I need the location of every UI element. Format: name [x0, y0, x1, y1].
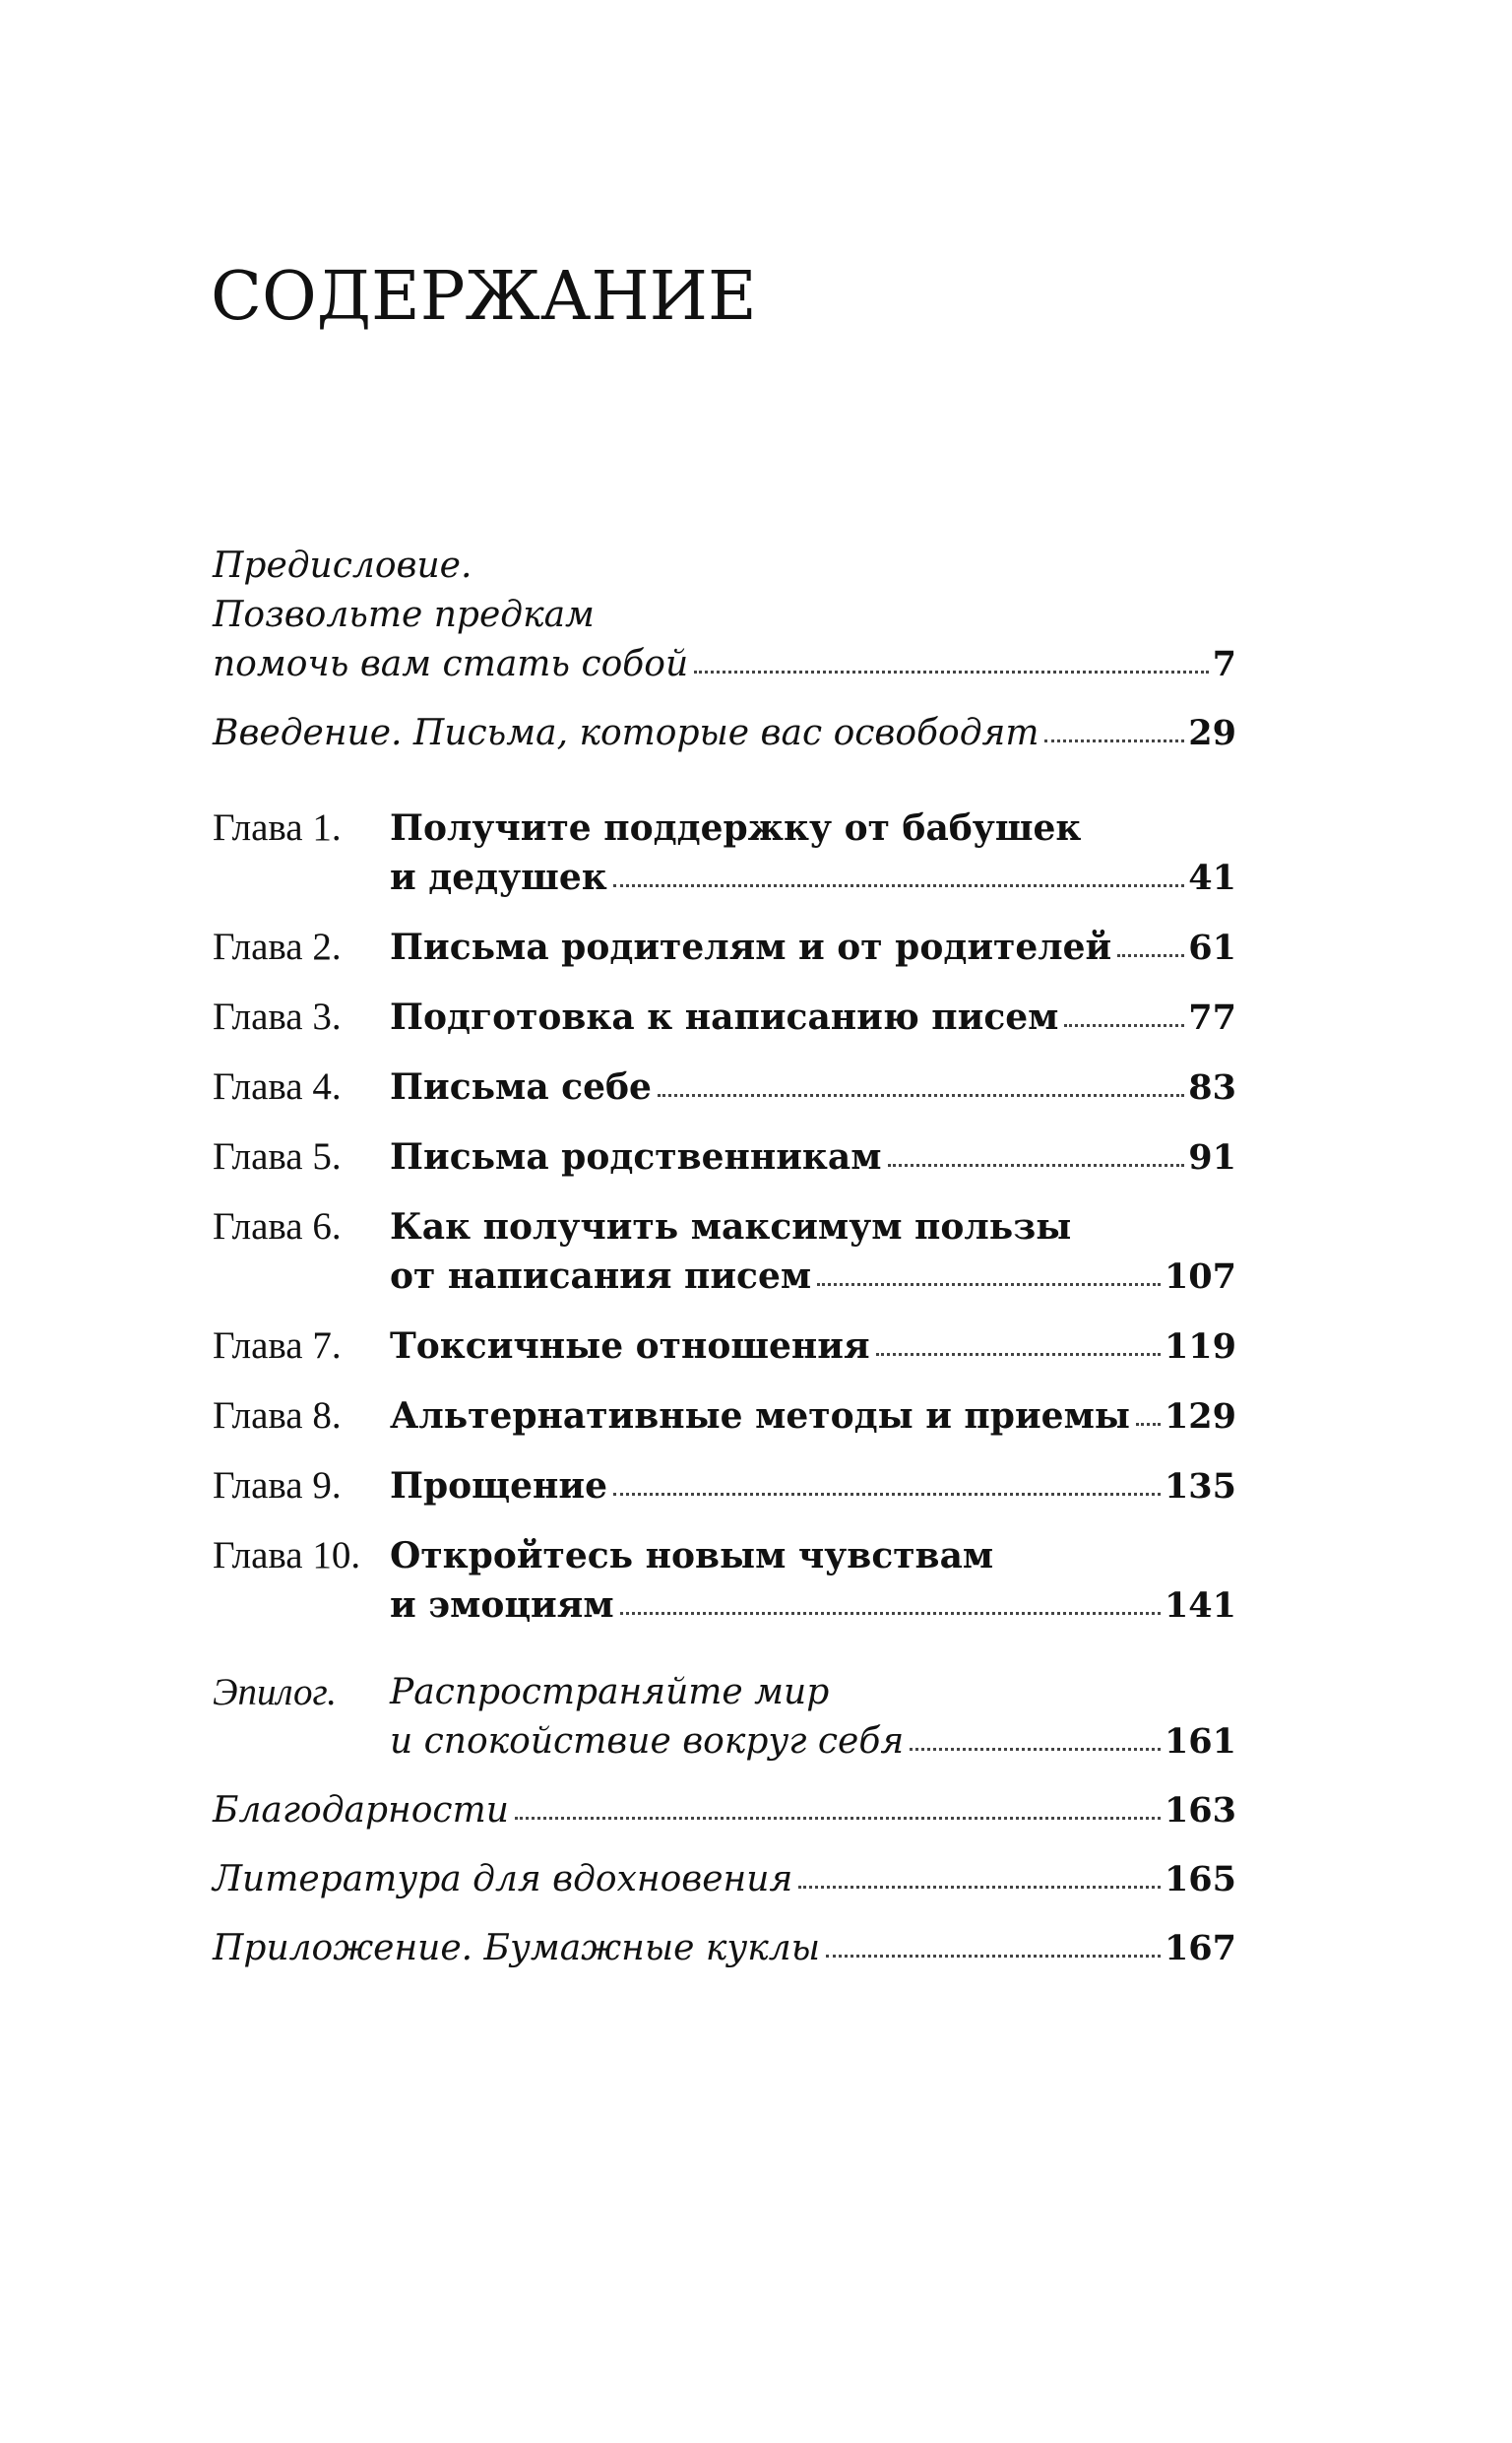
- chapter-title-line-1: Получите поддержку от бабушек: [390, 807, 1082, 849]
- page-number: 163: [1164, 1790, 1236, 1831]
- page-number: 91: [1188, 1137, 1236, 1178]
- toc-entry-chapter-2[interactable]: [213, 923, 1236, 973]
- dot-leader: [694, 671, 1209, 674]
- dot-leader: [817, 1283, 1161, 1286]
- chapter-title-line-2: и дедушек: [390, 857, 607, 898]
- back-matter-title: Благодарности: [213, 1790, 509, 1831]
- toc-entry-appendix[interactable]: [213, 1924, 1236, 1973]
- chapter-title: Прощение: [390, 1465, 607, 1507]
- dot-leader: [1064, 1024, 1184, 1027]
- intro-title: Введение. Письма, которые вас освободят: [213, 713, 1040, 753]
- dot-leader: [613, 884, 1185, 887]
- page-number: 141: [1164, 1585, 1236, 1626]
- epilogue-title-line-1: Распространяйте мир: [390, 1672, 830, 1712]
- chapter-title: Письма родителям и от родителей: [390, 927, 1112, 968]
- toc-entry-preface[interactable]: [213, 542, 1236, 689]
- dot-leader: [515, 1817, 1161, 1820]
- toc-entry-chapter-6[interactable]: [213, 1202, 1236, 1302]
- preface-line-2: Позвольте предкам: [213, 595, 595, 635]
- chapter-label: Глава 7.: [213, 1324, 342, 1367]
- page-number: 119: [1164, 1326, 1236, 1367]
- toc-entry-intro[interactable]: [213, 709, 1236, 758]
- dot-leader: [1117, 954, 1184, 957]
- page-number: 107: [1164, 1256, 1236, 1297]
- toc-entry-chapter-9[interactable]: [213, 1461, 1236, 1511]
- dot-leader: [613, 1493, 1161, 1496]
- page-number: 7: [1212, 644, 1236, 684]
- toc-entry-literature[interactable]: [213, 1855, 1236, 1904]
- preface-line-1: Предисловие.: [213, 546, 472, 586]
- page-number: 167: [1164, 1928, 1236, 1968]
- page-number: 41: [1188, 858, 1236, 898]
- chapter-title: Письма себе: [390, 1066, 652, 1108]
- chapter-title: Токсичные отношения: [390, 1325, 870, 1367]
- chapter-title-line-1: Откройтесь новым чувствам: [390, 1535, 994, 1576]
- chapter-label: Глава 9.: [213, 1464, 342, 1507]
- chapter-label: Глава 8.: [213, 1394, 342, 1437]
- toc-entry-chapter-5[interactable]: [213, 1132, 1236, 1183]
- toc-entry-chapter-7[interactable]: [213, 1321, 1236, 1372]
- toc-entry-acknowledgements[interactable]: [213, 1786, 1236, 1835]
- chapter-title-line-2: от написания писем: [390, 1255, 812, 1297]
- back-matter-title: Приложение. Бумажные куклы: [213, 1928, 821, 1968]
- toc-entry-chapter-8[interactable]: [213, 1391, 1236, 1442]
- chapter-label: Глава 5.: [213, 1135, 342, 1178]
- dot-leader: [876, 1353, 1161, 1356]
- dot-leader: [1044, 739, 1184, 742]
- preface-line-3: помочь вам стать собой: [213, 644, 689, 684]
- dot-leader: [888, 1164, 1185, 1167]
- chapter-label: Глава 3.: [213, 996, 342, 1038]
- page-number: 165: [1164, 1859, 1236, 1899]
- chapter-title: Альтернативные методы и приемы: [390, 1395, 1130, 1437]
- chapter-title: Письма родственникам: [390, 1136, 882, 1178]
- dot-leader: [798, 1886, 1161, 1889]
- chapter-title-line-1: Как получить максимум пользы: [390, 1206, 1072, 1248]
- toc-entry-epilogue[interactable]: [213, 1668, 1236, 1767]
- page-number: 29: [1188, 713, 1236, 753]
- page-number: 61: [1188, 928, 1236, 968]
- page-number: 161: [1164, 1721, 1236, 1762]
- dot-leader: [910, 1748, 1161, 1751]
- toc-entry-chapter-4[interactable]: [213, 1062, 1236, 1113]
- toc-entry-chapter-3[interactable]: [213, 993, 1236, 1043]
- chapter-label: Глава 1.: [213, 806, 342, 849]
- toc-entry-chapter-1[interactable]: [213, 804, 1236, 903]
- dot-leader: [658, 1094, 1184, 1097]
- chapter-label: Глава 2.: [213, 926, 342, 968]
- page-number: 77: [1188, 997, 1236, 1038]
- chapter-title: Подготовка к написанию писем: [390, 996, 1059, 1038]
- dot-leader: [620, 1612, 1161, 1615]
- chapter-label: Глава 10.: [213, 1534, 361, 1576]
- page-title: СОДЕРЖАНИЕ: [211, 258, 757, 336]
- chapter-title-line-2: и эмоциям: [390, 1584, 614, 1626]
- dot-leader: [1136, 1423, 1161, 1426]
- epilogue-title-line-2: и спокойствие вокруг себя: [390, 1721, 905, 1762]
- chapter-label: Глава 4.: [213, 1065, 342, 1108]
- page-number: 129: [1164, 1396, 1236, 1437]
- table-of-contents: [213, 542, 1236, 1973]
- page-number: 135: [1164, 1466, 1236, 1507]
- chapter-label: Глава 6.: [213, 1205, 342, 1248]
- dot-leader: [826, 1955, 1161, 1958]
- epilogue-label: Эпилог.: [213, 1671, 337, 1713]
- page-number: 83: [1188, 1067, 1236, 1108]
- toc-entry-chapter-10[interactable]: [213, 1531, 1236, 1631]
- back-matter-title: Литература для вдохновения: [213, 1859, 793, 1899]
